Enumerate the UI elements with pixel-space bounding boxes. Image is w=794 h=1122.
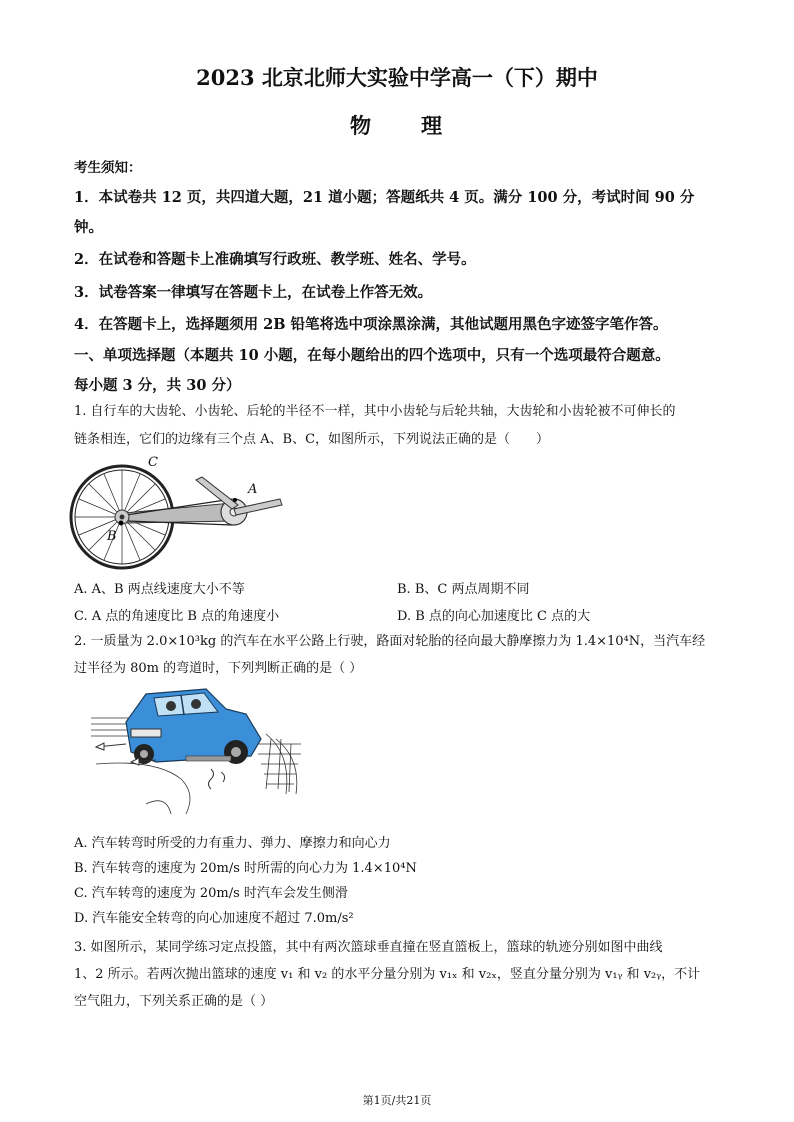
point-b-marker (119, 521, 124, 526)
q1-option-b[interactable]: B. B、C 两点周期不同 (397, 582, 530, 597)
label-c: C (148, 455, 158, 470)
label-a: A (248, 482, 258, 497)
notice-item-1-cont: 钟。 (74, 219, 103, 236)
section-1-heading-cont: 每小题 3 分，共 30 分） (74, 377, 241, 394)
notice-item-4: 4．在答题卡上，选择题须用 2B 铅笔将选中项涂黑涂满，其他试题用黑色字迹签字笔作答。 (74, 316, 668, 333)
subject-title (0, 110, 794, 140)
q1-option-a[interactable]: A. A、B 两点线速度大小不等 (74, 582, 245, 597)
q2-stem-line-2: 过半径为 80m 的弯道时，下列判断正确的是（ ） (74, 661, 363, 676)
q2-stem-line-1: 2. 一质量为 2.0×10³kg 的汽车在水平公路上行驶，路面对轮胎的径向最大静摩擦力为 1.4×10⁴N，当汽车经 (74, 634, 706, 649)
page-footer: 第1页/共21页 (362, 1094, 432, 1107)
q1-stem-line-2: 链条相连，它们的边缘有三个点 A、B、C，如图所示，下列说法正确的是（ ） (74, 432, 550, 447)
notice-item-2: 2．在试卷和答题卡上准确填写行政班、教学班、姓名、学号。 (74, 251, 476, 268)
q1-option-d[interactable]: D. B 点的向心加速度比 C 点的大 (397, 609, 591, 624)
q1-option-c[interactable]: C. A 点的角速度比 B 点的角速度小 (74, 609, 280, 624)
subject-char-1: 物 (350, 113, 373, 138)
notice-item-1: 1．本试卷共 12 页，共四道大题，21 道小题；答题纸共 4 页。满分 100 分，考试时间 90 分 (74, 189, 695, 206)
exam-title: 2023 北京北师大实验中学高一（下）期中 (196, 65, 598, 90)
car-turning-figure (86, 684, 306, 819)
q2-option-d[interactable]: D. 汽车能安全转弯的向心加速度不超过 7.0m/s² (74, 911, 354, 926)
bicycle-gear-figure (66, 455, 286, 575)
q2-option-c[interactable]: C. 汽车转弯的速度为 20m/s 时汽车会发生侧滑 (74, 886, 348, 901)
q1-stem-line-1: 1. 自行车的大齿轮、小齿轮、后轮的半径不一样，其中小齿轮与后轮共轴，大齿轮和小齿轮被不可伸长的 (74, 404, 676, 419)
subject-char-2: 理 (421, 113, 444, 138)
q2-option-a[interactable]: A. 汽车转弯时所受的力有重力、弹力、摩擦力和向心力 (74, 836, 391, 851)
q2-option-b[interactable]: B. 汽车转弯的速度为 20m/s 时所需的向心力为 1.4×10⁴N (74, 861, 417, 876)
q3-stem-line-3: 空气阻力，下列关系正确的是（ ） (74, 994, 274, 1009)
q3-stem-line-2: 1、2 所示。若两次抛出篮球的速度 v₁ 和 v₂ 的水平分量分别为 v₁ₓ 和 v₂ₓ，竖直分量分别为 v₁ᵧ 和 v₂ᵧ，不计 (74, 967, 701, 982)
notice-heading: 考生须知： (74, 160, 142, 176)
notice-item-3: 3．试卷答案一律填写在答题卡上，在试卷上作答无效。 (74, 284, 433, 301)
label-b: B (107, 529, 117, 544)
q3-stem-line-1: 3. 如图所示，某同学练习定点投篮，其中有两次篮球垂直撞在竖直篮板上，篮球的轨迹分别如图中曲线 (74, 940, 663, 955)
section-1-heading: 一、单项选择题（本题共 10 小题，在每小题给出的四个选项中，只有一个选项最符合题意。 (74, 347, 670, 364)
point-a-marker (233, 498, 237, 502)
